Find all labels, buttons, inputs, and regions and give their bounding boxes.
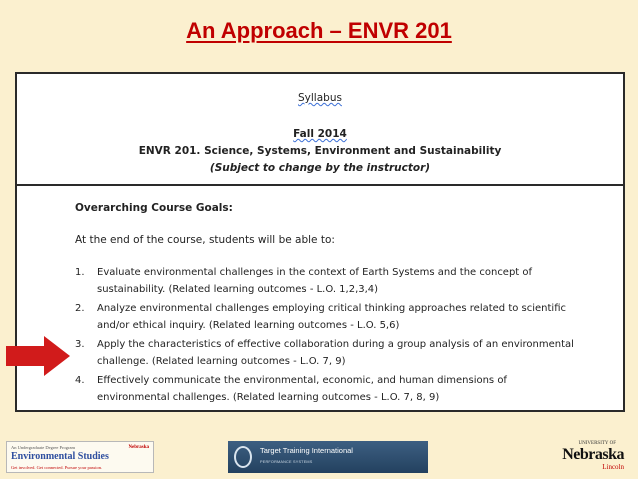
syllabus-course-title: ENVR 201. Science, Systems, Environment and Sustainability: [138, 145, 502, 157]
es-logo-program: An Undergraduate Degree Program: [11, 445, 76, 450]
goal-text: Apply the characteristics of effective collaboration during a group analysis of an environmental challenge. (Related learning outcomes - L.O. 7, 9): [97, 339, 574, 367]
unl-logo-univ: UNIVERSITY OF: [578, 441, 616, 446]
syllabus-header: [17, 74, 623, 186]
es-logo-name: Environmental Studies: [11, 451, 109, 462]
goal-item: [75, 300, 575, 334]
goal-text: Analyze environmental challenges employing critical thinking approaches related to scientific and/or ethical inquiry. (Related learning outcomes - L.O. 5,6): [97, 303, 567, 331]
syllabus-excerpt: [15, 72, 625, 412]
goal-number: 1.: [75, 267, 85, 278]
goals-intro: At the end of the course, students will be able to:: [75, 234, 335, 246]
goal-number: 3.: [75, 339, 85, 350]
goal-item: [75, 336, 575, 370]
tti-logo-name: Target Training International: [260, 446, 353, 455]
es-logo-tagline: Get involved. Get connected. Pursue your passion.: [11, 465, 103, 470]
goal-item: [75, 372, 575, 406]
arrow-shape: [6, 336, 70, 376]
goal-text: Evaluate environmental challenges in the context of Earth Systems and the concept of sustainability. (Related learning outcomes - L.O. 1,2,3,4): [97, 267, 533, 295]
slide-title: An Approach – ENVR 201: [186, 18, 452, 43]
tti-logo: [228, 441, 428, 473]
goal-number: 2.: [75, 303, 85, 314]
goal-text: Effectively communicate the environmental, economic, and human dimensions of environmental challenges. (Related learning outcomes - L.O. 7, 8, 9): [97, 375, 507, 403]
syllabus-term: Fall 2014: [293, 128, 347, 140]
course-goals-section: [17, 186, 623, 410]
unl-logo-campus: Lincoln: [602, 463, 624, 471]
tti-logo-tagline: PERFORMANCE SYSTEMS: [260, 460, 313, 464]
syllabus-heading: Syllabus: [298, 92, 342, 104]
syllabus-note: (Subject to change by the instructor): [209, 162, 431, 174]
unl-logo-name: Nebraska: [562, 446, 624, 463]
goal-item: [75, 264, 575, 298]
goal-number: 4.: [75, 375, 85, 386]
goals-heading: Overarching Course Goals:: [75, 202, 233, 214]
unl-logo: [560, 441, 632, 473]
environmental-studies-logo: [6, 441, 154, 473]
arrow-right-icon: [6, 336, 70, 376]
tti-mark-icon: [234, 446, 252, 468]
es-logo-nebraska: Nebraska: [128, 445, 149, 450]
